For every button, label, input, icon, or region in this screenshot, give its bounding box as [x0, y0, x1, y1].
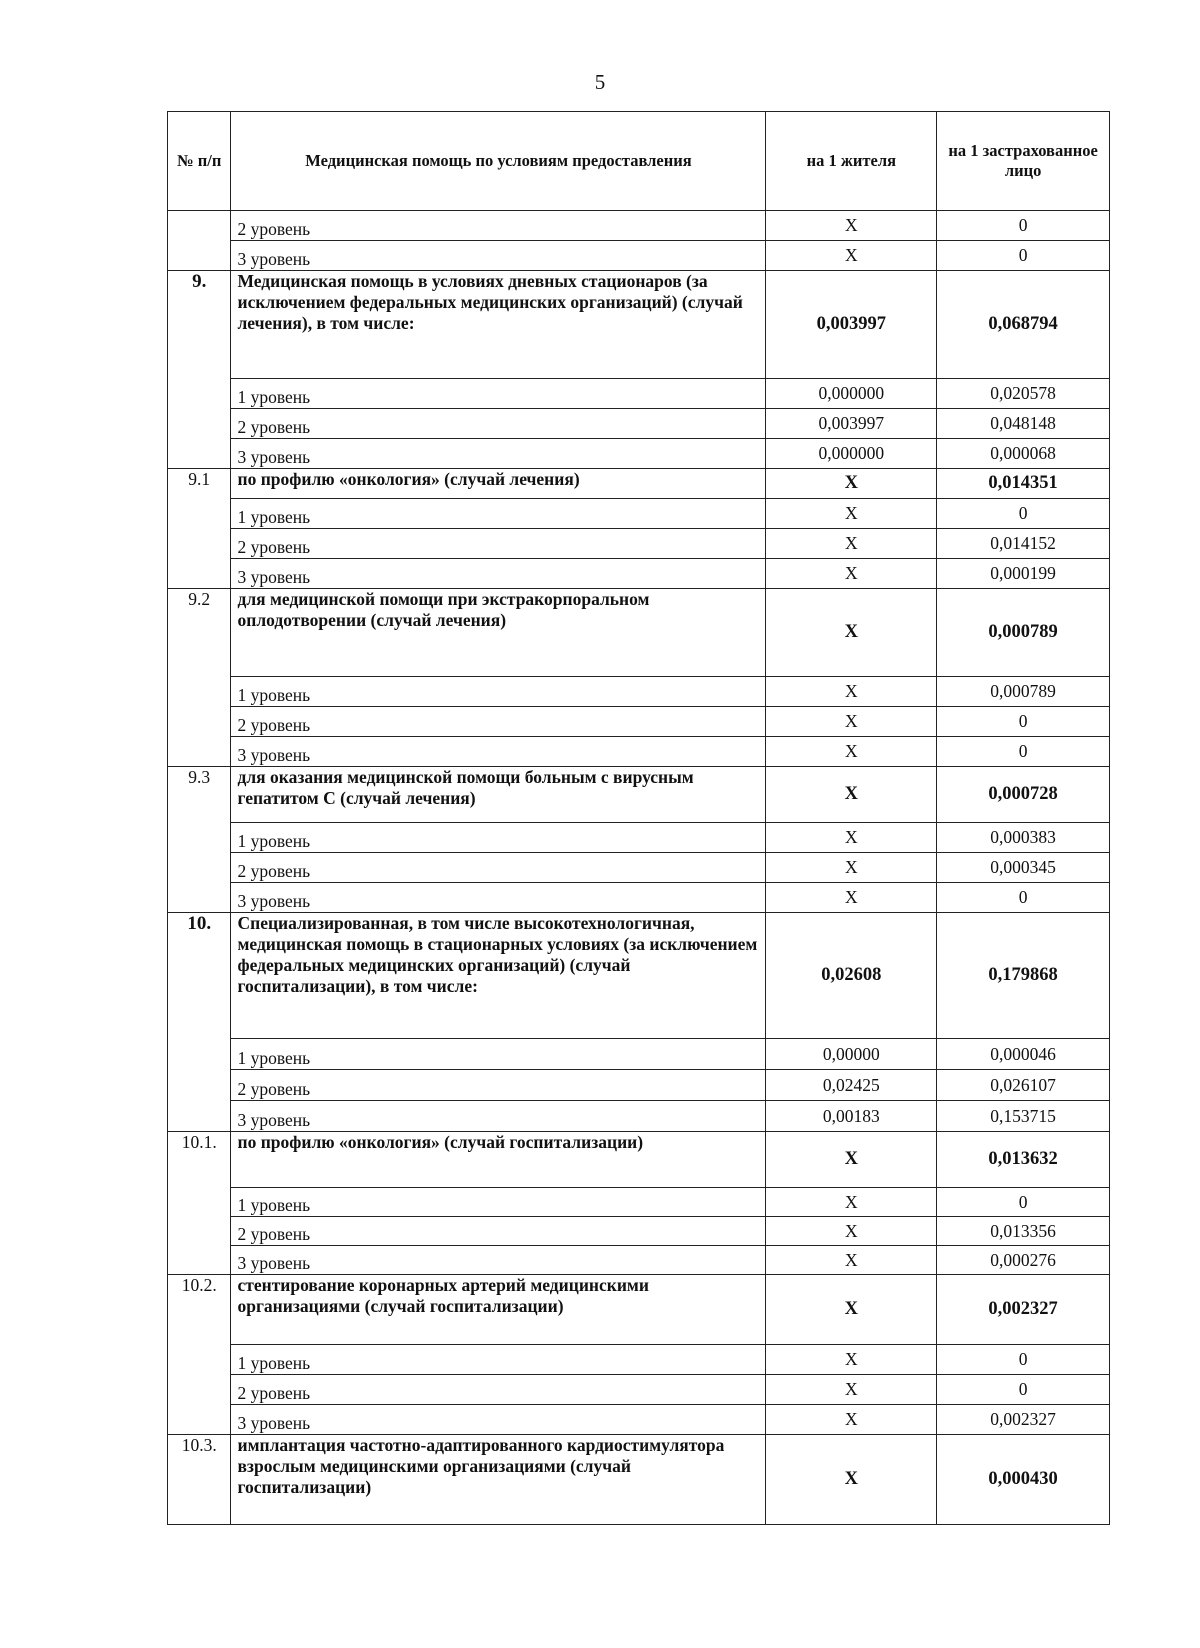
section-title: для медицинской помощи при экстракорпоральном оплодотворении (случай лечения): [231, 589, 766, 677]
row-number: 9.: [168, 271, 231, 469]
section-row: [168, 767, 1110, 823]
section-per-resident: X: [766, 589, 937, 677]
level-row: [168, 241, 1110, 271]
header-per-insured: на 1 застрахованное лицо: [937, 112, 1110, 211]
level-per-resident: X: [766, 1375, 937, 1405]
level-label: 3 уровень: [231, 559, 766, 589]
table-body: [168, 112, 1110, 1525]
section-per-insured: 0,000430: [937, 1435, 1110, 1525]
level-label: 2 уровень: [231, 529, 766, 559]
level-per-insured: 0,000276: [937, 1246, 1110, 1275]
level-label: 2 уровень: [231, 1070, 766, 1101]
section-title: Медицинская помощь в условиях дневных стационаров (за исключением федеральных медицинских организаций) (случай лечения), в том числе:: [231, 271, 766, 379]
level-row: [168, 559, 1110, 589]
level-per-insured: 0,000789: [937, 677, 1110, 707]
level-label: 3 уровень: [231, 439, 766, 469]
level-per-resident: X: [766, 883, 937, 913]
page-number: 5: [594, 70, 606, 94]
level-per-insured: 0,026107: [937, 1070, 1110, 1101]
section-row: [168, 1132, 1110, 1188]
level-label: 1 уровень: [231, 823, 766, 853]
level-per-insured: 0: [937, 883, 1110, 913]
section-row: [168, 1275, 1110, 1345]
level-per-resident: X: [766, 559, 937, 589]
level-label: 3 уровень: [231, 241, 766, 271]
level-row: [168, 1217, 1110, 1246]
row-number: 9.3: [168, 767, 231, 913]
section-per-insured: 0,013632: [937, 1132, 1110, 1188]
level-row: [168, 1246, 1110, 1275]
level-per-insured: 0,020578: [937, 379, 1110, 409]
section-per-resident: 0,02608: [766, 913, 937, 1039]
level-label: 1 уровень: [231, 677, 766, 707]
section-title: Специализированная, в том числе высокотехнологичная, медицинская помощь в стационарных условиях (за исключением федеральных медицинских организаций) (случай госпитализации), в том числе:: [231, 913, 766, 1039]
section-row: [168, 1435, 1110, 1525]
level-row: [168, 853, 1110, 883]
level-row: [168, 1101, 1110, 1132]
level-label: 1 уровень: [231, 1039, 766, 1070]
level-label: 2 уровень: [231, 853, 766, 883]
row-number: [168, 211, 231, 271]
level-per-resident: X: [766, 737, 937, 767]
level-label: 1 уровень: [231, 379, 766, 409]
level-row: [168, 1405, 1110, 1435]
level-per-resident: 0,00183: [766, 1101, 937, 1132]
level-label: 2 уровень: [231, 1375, 766, 1405]
level-per-insured: 0,000383: [937, 823, 1110, 853]
level-row: [168, 529, 1110, 559]
level-per-resident: X: [766, 823, 937, 853]
level-row: [168, 499, 1110, 529]
level-per-insured: 0,000199: [937, 559, 1110, 589]
level-label: 2 уровень: [231, 409, 766, 439]
level-per-insured: 0,000345: [937, 853, 1110, 883]
level-per-insured: 0,153715: [937, 1101, 1110, 1132]
level-row: [168, 1070, 1110, 1101]
level-label: 1 уровень: [231, 1188, 766, 1217]
level-per-resident: 0,000000: [766, 439, 937, 469]
level-per-resident: X: [766, 677, 937, 707]
level-per-insured: 0: [937, 1375, 1110, 1405]
level-label: 3 уровень: [231, 737, 766, 767]
level-row: [168, 1188, 1110, 1217]
level-per-insured: 0,014152: [937, 529, 1110, 559]
level-row: [168, 883, 1110, 913]
row-number: 9.1: [168, 469, 231, 589]
level-per-resident: 0,000000: [766, 379, 937, 409]
level-per-insured: 0: [937, 1188, 1110, 1217]
level-row: [168, 1375, 1110, 1405]
level-row: [168, 409, 1110, 439]
section-title: по профилю «онкология» (случай лечения): [231, 469, 766, 499]
level-per-resident: X: [766, 1188, 937, 1217]
level-row: [168, 379, 1110, 409]
level-row: [168, 707, 1110, 737]
level-per-insured: 0: [937, 1345, 1110, 1375]
level-per-insured: 0,000068: [937, 439, 1110, 469]
level-per-insured: 0: [937, 707, 1110, 737]
level-label: 2 уровень: [231, 211, 766, 241]
section-per-resident: 0,003997: [766, 271, 937, 379]
level-row: [168, 677, 1110, 707]
section-row: [168, 913, 1110, 1039]
table-header-row: [168, 112, 1110, 211]
row-number: 10.3.: [168, 1435, 231, 1525]
level-label: 3 уровень: [231, 1246, 766, 1275]
header-num: № п/п: [168, 112, 231, 211]
section-per-insured: 0,002327: [937, 1275, 1110, 1345]
section-per-resident: X: [766, 1435, 937, 1525]
row-number: 9.2: [168, 589, 231, 767]
level-per-resident: X: [766, 211, 937, 241]
level-row: [168, 1039, 1110, 1070]
level-per-resident: X: [766, 853, 937, 883]
level-label: 1 уровень: [231, 499, 766, 529]
level-label: 2 уровень: [231, 1217, 766, 1246]
level-label: 2 уровень: [231, 707, 766, 737]
level-per-resident: 0,02425: [766, 1070, 937, 1101]
level-row: [168, 737, 1110, 767]
level-per-resident: 0,00000: [766, 1039, 937, 1070]
section-per-resident: X: [766, 767, 937, 823]
section-per-resident: X: [766, 1132, 937, 1188]
header-name: Медицинская помощь по условиям предоставления: [231, 112, 766, 211]
level-per-insured: 0,002327: [937, 1405, 1110, 1435]
level-per-resident: 0,003997: [766, 409, 937, 439]
row-number: 10.: [168, 913, 231, 1132]
level-per-insured: 0,013356: [937, 1217, 1110, 1246]
level-row: [168, 823, 1110, 853]
level-label: 1 уровень: [231, 1345, 766, 1375]
level-row: [168, 439, 1110, 469]
level-per-resident: X: [766, 241, 937, 271]
level-per-insured: 0,048148: [937, 409, 1110, 439]
level-per-resident: X: [766, 499, 937, 529]
section-title: стентирование коронарных артерий медицинскими организациями (случай госпитализации): [231, 1275, 766, 1345]
section-title: для оказания медицинской помощи больным с вирусным гепатитом С (случай лечения): [231, 767, 766, 823]
level-per-resident: X: [766, 529, 937, 559]
section-per-insured: 0,000728: [937, 767, 1110, 823]
level-per-insured: 0: [937, 211, 1110, 241]
header-per-resident: на 1 жителя: [766, 112, 937, 211]
level-row: [168, 1345, 1110, 1375]
section-per-resident: X: [766, 469, 937, 499]
level-label: 3 уровень: [231, 1405, 766, 1435]
level-per-resident: X: [766, 1246, 937, 1275]
row-number: 10.1.: [168, 1132, 231, 1275]
section-row: [168, 469, 1110, 499]
level-per-resident: X: [766, 1405, 937, 1435]
level-per-insured: 0: [937, 737, 1110, 767]
level-per-insured: 0: [937, 499, 1110, 529]
level-label: 3 уровень: [231, 1101, 766, 1132]
section-row: [168, 271, 1110, 379]
level-per-resident: X: [766, 707, 937, 737]
level-label: 3 уровень: [231, 883, 766, 913]
section-title: по профилю «онкология» (случай госпитализации): [231, 1132, 766, 1188]
level-per-resident: X: [766, 1345, 937, 1375]
level-row: [168, 211, 1110, 241]
section-per-insured: 0,014351: [937, 469, 1110, 499]
section-per-insured: 0,000789: [937, 589, 1110, 677]
section-per-resident: X: [766, 1275, 937, 1345]
section-title: имплантация частотно-адаптированного кардиостимулятора взрослым медицинскими организациями (случай госпитализации): [231, 1435, 766, 1525]
row-number: 10.2.: [168, 1275, 231, 1435]
section-per-insured: 0,179868: [937, 913, 1110, 1039]
level-per-resident: X: [766, 1217, 937, 1246]
level-per-insured: 0,000046: [937, 1039, 1110, 1070]
level-per-insured: 0: [937, 241, 1110, 271]
section-per-insured: 0,068794: [937, 271, 1110, 379]
coverage-table: [167, 111, 1110, 1525]
section-row: [168, 589, 1110, 677]
